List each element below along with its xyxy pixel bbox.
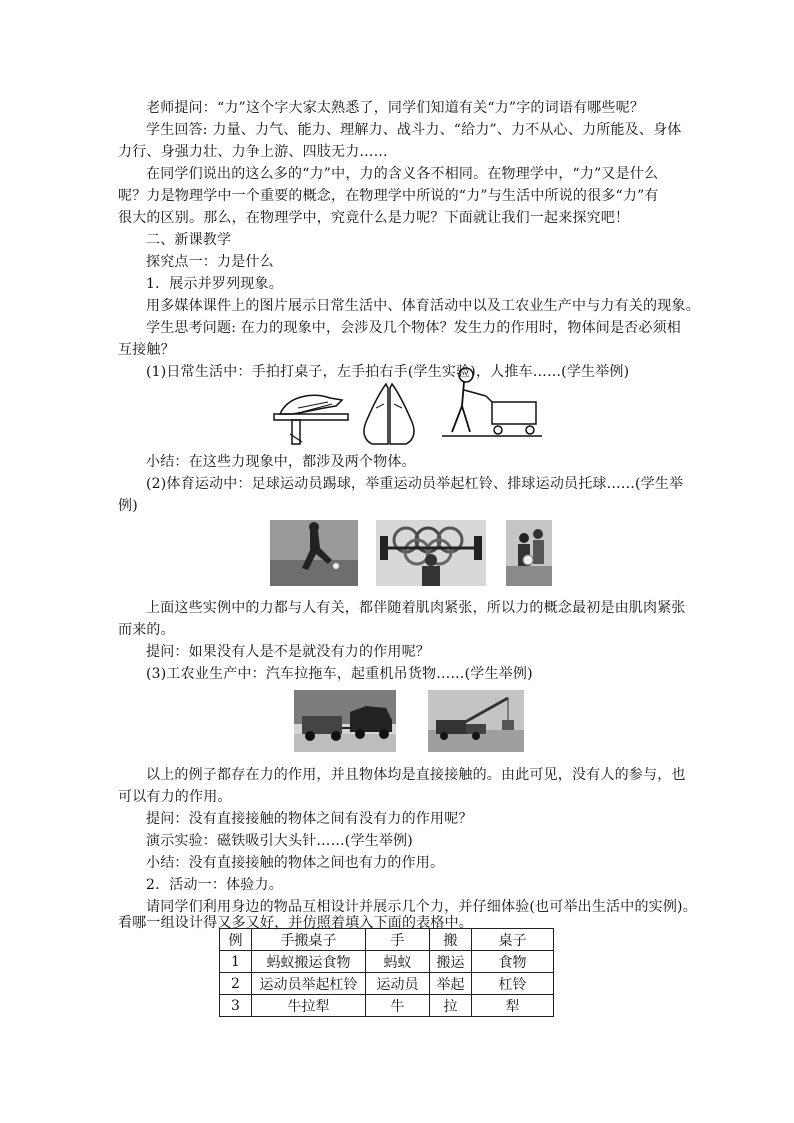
text-line: 提问：如果没有人是不是就没有力的作用呢？: [146, 644, 430, 660]
text-line: 力行、身强力壮、力争上游、四肢无力……: [118, 144, 388, 160]
text-line: 老师提问：“力”这个字大家太熟悉了，同学们知道有关“力”字的词语有哪些呢？: [146, 100, 645, 116]
text-line: 学生回答: 力量、力气、能力、理解力、战斗力、“给力”、力不从心、力所能及、身体: [146, 122, 682, 138]
text-line: (2)体育运动中：足球运动员踢球，举重运动员举起杠铃、排球运动员托球……(学生举: [146, 476, 684, 492]
table-row: [220, 973, 554, 995]
table-cell: 犁: [472, 995, 554, 1017]
soccer-player-photo: [270, 520, 358, 586]
section-heading: 二、新课教学: [146, 232, 232, 248]
table-cell: 牛: [366, 995, 430, 1017]
table-header-cell: 搬: [430, 929, 472, 951]
table-cell: 食物: [472, 951, 554, 973]
text-line: 以上的例子都存在力的作用，并且物体均是直接接触的。由此可见，没有人的参与，也: [146, 767, 686, 783]
table-cell: 运动员: [366, 973, 430, 995]
table-cell: 蚂蚁: [366, 951, 430, 973]
hand-slapping-table-drawing: [272, 384, 350, 446]
table-cell: 蚂蚁搬运食物: [252, 951, 366, 973]
person-pushing-cart-drawing: [440, 366, 544, 440]
table-header-cell: 桌子: [472, 929, 554, 951]
text-line: 1．展示并罗列现象。: [146, 276, 283, 292]
table-cell: 3: [220, 995, 252, 1017]
table-cell: 拉: [430, 995, 472, 1017]
text-line: 呢？力是物理学中一个重要的概念，在物理学中所说的“力”与生活中所说的很多“力”有: [118, 188, 659, 204]
subsection-heading: 探究点一：力是什么: [146, 254, 274, 270]
volleyball-player-photo: [506, 520, 552, 586]
table-cell: 搬运: [430, 951, 472, 973]
table-header-row: [220, 929, 554, 951]
table-row: [220, 951, 554, 973]
force-examples-table: [219, 928, 554, 1017]
text-line: 互接触？: [118, 342, 175, 358]
table-header-cell: 例: [220, 929, 252, 951]
text-line: 在同学们说出的这么多的“力”中，力的含义各不相同。在物理学中，“力”又是什么: [146, 166, 659, 182]
text-line: 提问：没有直接接触的物体之间有没有力的作用呢？: [146, 811, 473, 827]
text-line: 而来的。: [118, 622, 175, 638]
table-header-cell: 手: [366, 929, 430, 951]
text-line: 学生思考问题: 在力的现象中，会涉及几个物体？发生力的作用时，物体间是否必须相: [146, 320, 681, 336]
text-line: 小结：在这些力现象中，都涉及两个物体。: [146, 454, 416, 470]
text-line: 2．活动一：体验力。: [146, 877, 283, 893]
table-cell: 杠铃: [472, 973, 554, 995]
table-cell: 运动员举起杠铃: [252, 973, 366, 995]
text-line: (3)工农业生产中：汽车拉拖车，起重机吊货物……(学生举例): [146, 666, 533, 682]
text-line: (1)日常生活中：手拍打桌子，左手拍右手(学生实验)，人推车……(学生举例): [146, 364, 630, 380]
car-towing-trailer-photo: [294, 690, 396, 752]
table-cell: 1: [220, 951, 252, 973]
text-line: 很大的区别。那么，在物理学中，究竟什么是力呢？下面就让我们一起来探究吧！: [118, 210, 630, 226]
table-cell: 2: [220, 973, 252, 995]
crane-lifting-cargo-photo: [428, 690, 524, 752]
table-cell: 举起: [430, 973, 472, 995]
text-line: 请同学们利用身边的物品互相设计并展示几个力，并仔细体验(也可举出生活中的实例)。: [146, 899, 697, 915]
text-line: 小结：没有直接接触的物体之间也有力的作用。: [146, 855, 445, 871]
text-line: 演示实验：磁铁吸引大头针……(学生举例): [146, 833, 413, 849]
text-line: 可以有力的作用。: [118, 789, 232, 805]
table-row: [220, 995, 554, 1017]
text-line: 例): [118, 498, 138, 514]
table-cell: 牛拉犁: [252, 995, 366, 1017]
text-line: 上面这些实例中的力都与人有关，都伴随着肌肉紧张，所以力的概念最初是由肌肉紧张: [146, 600, 686, 616]
table-header-cell: 手搬桌子: [252, 929, 366, 951]
text-line: 看哪一组设计得又多又好，并仿照着填入下面的表格中。: [118, 915, 473, 931]
weightlifter-photo: [376, 520, 486, 586]
text-line: 用多媒体课件上的图片展示日常生活中、体育活动中以及工农业生产中与力有关的现象。: [146, 298, 700, 314]
clapping-hands-drawing: [358, 378, 420, 448]
